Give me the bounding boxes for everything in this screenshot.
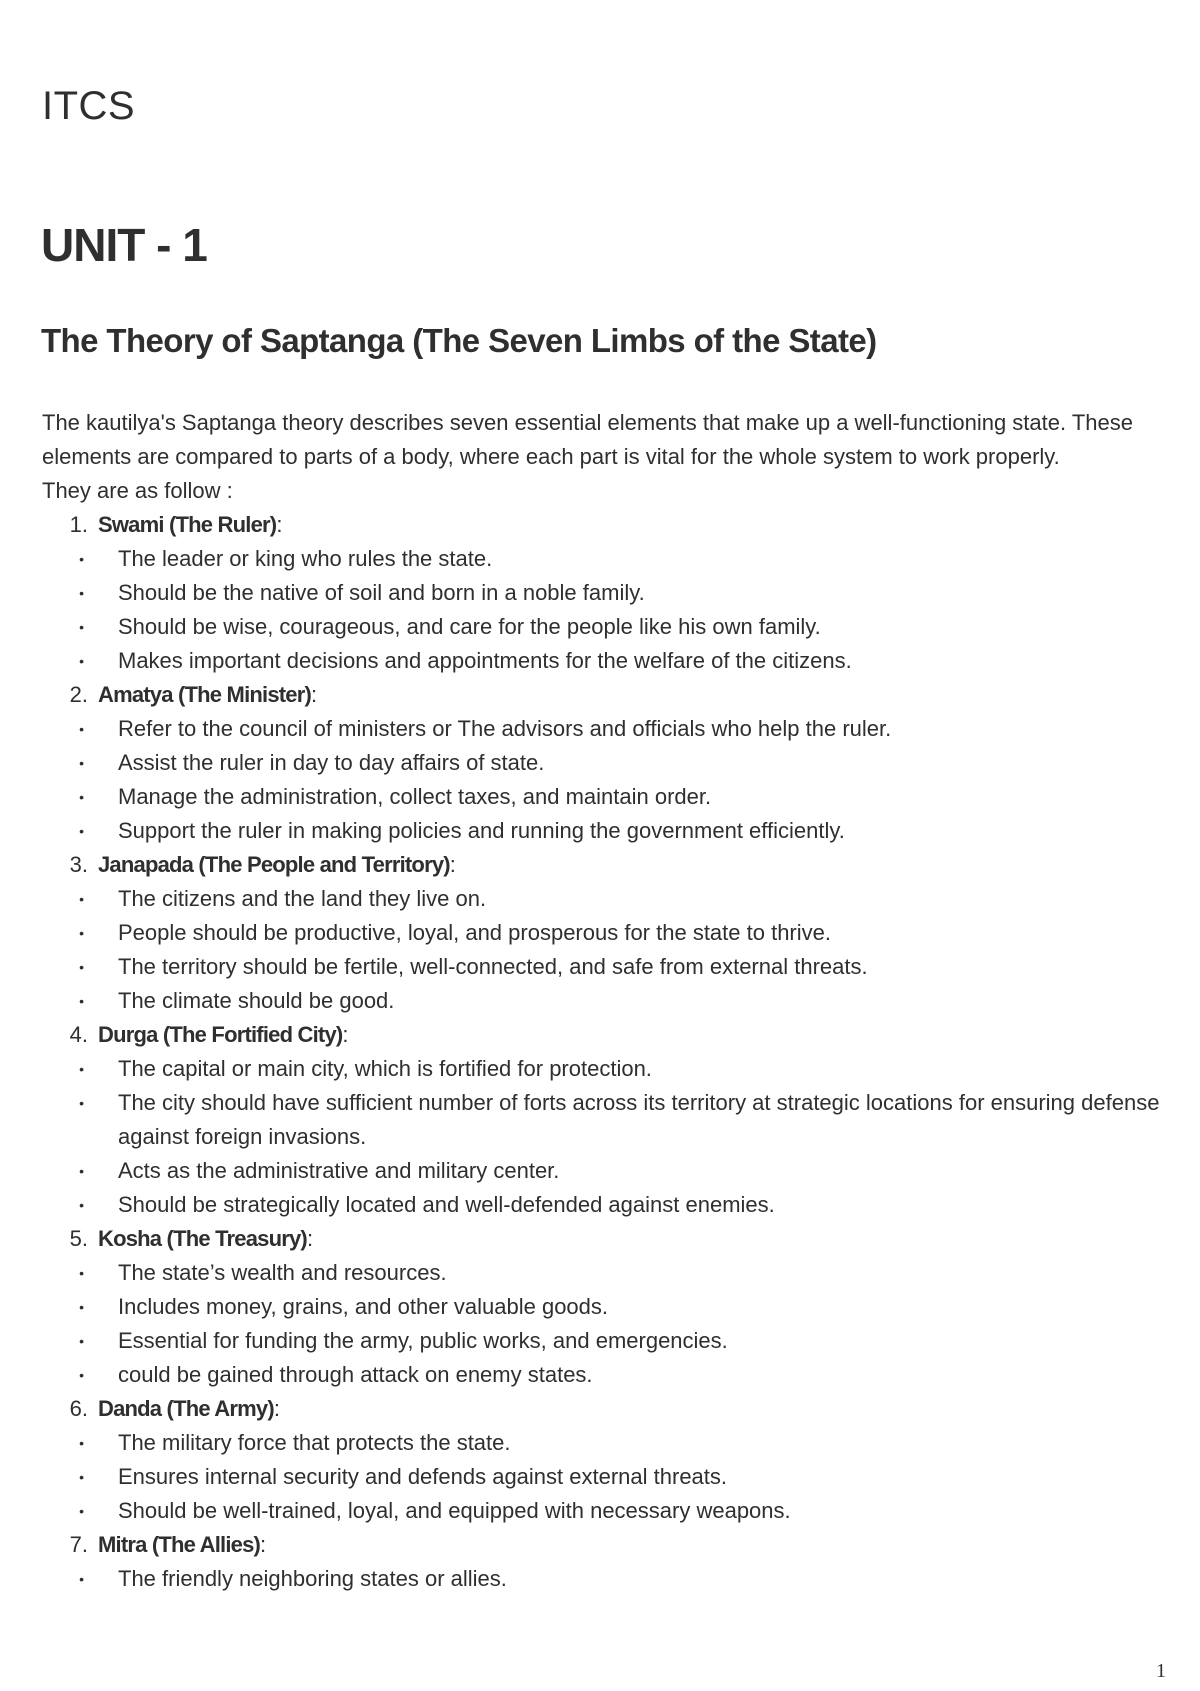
bullet-point [42,916,1172,950]
bullet-text: The citizens and the land they live on. [118,886,487,911]
bullet-point [42,1188,1172,1222]
bullet-text: Should be well-trained, loyal, and equipped with necessary weapons. [118,1498,791,1523]
bullet-text: The friendly neighboring states or allies. [118,1566,507,1591]
bullet-text: Makes important decisions and appointments for the welfare of the citizens. [118,648,852,673]
lead-in-text: They are as follow : [42,478,233,503]
limb-title-colon: : [260,1532,267,1557]
bullet-text: Assist the ruler in day to day affairs of state. [118,750,545,775]
bullet-dot-icon: • [79,1095,84,1111]
bullet-point [42,1086,1172,1154]
document-title: ITCS [42,84,136,128]
bullet-text: The climate should be good. [118,988,395,1013]
bullet-text: The state’s wealth and resources. [118,1260,447,1285]
limb-item [42,1018,1172,1222]
bullet-dot-icon: • [79,1333,84,1349]
bullet-point [42,1154,1172,1188]
bullet-dot-icon: • [79,959,84,975]
bullet-text: The territory should be fertile, well-connected, and safe from external threats. [118,954,868,979]
bullet-dot-icon: • [79,1571,84,1587]
limb-title-text: Durga (The Fortified City) [98,1022,343,1047]
bullet-point [42,1494,1172,1528]
bullet-dot-icon: • [79,619,84,635]
bullet-text: Should be strategically located and well-defended against enemies. [118,1192,775,1217]
limb-title [98,1018,349,1052]
bullet-point [42,746,1172,780]
limb-item [42,508,1172,678]
bullet-point [42,814,1172,848]
bullet-dot-icon: • [79,755,84,771]
bullet-text: People should be productive, loyal, and prosperous for the state to thrive. [118,920,831,945]
limb-points [42,712,1172,848]
limb-number: 1. [69,512,88,537]
bullet-point [42,882,1172,916]
bullet-dot-icon: • [79,585,84,601]
limb-heading [42,1018,1172,1052]
limb-heading [42,1222,1172,1256]
bullet-text: Refer to the council of ministers or The advisors and officials who help the ruler. [118,716,892,741]
bullet-text: Manage the administration, collect taxes, and maintain order. [118,784,712,809]
limb-title [98,1392,280,1426]
limb-heading [42,678,1172,712]
limb-title [98,678,317,712]
bullet-point [42,1290,1172,1324]
bullet-point [42,780,1172,814]
bullet-dot-icon: • [79,721,84,737]
bullet-point [42,576,1172,610]
bullet-dot-icon: • [79,1265,84,1281]
limb-title-colon: : [273,1396,280,1421]
bullet-text: The leader or king who rules the state. [118,546,493,571]
bullet-dot-icon: • [79,1469,84,1485]
bullet-dot-icon: • [79,993,84,1009]
bullet-dot-icon: • [79,653,84,669]
bullet-dot-icon: • [79,1503,84,1519]
limb-item [42,1392,1172,1528]
bullet-dot-icon: • [79,891,84,907]
bullet-point [42,1358,1172,1392]
limb-title-colon: : [342,1022,349,1047]
bullet-dot-icon: • [79,1197,84,1213]
limb-number: 6. [69,1396,88,1421]
limb-heading [42,1392,1172,1426]
bullet-dot-icon: • [79,1299,84,1315]
limb-title [98,508,282,542]
limb-heading [42,1528,1172,1562]
limb-title-text: Amatya (The Minister) [98,682,312,707]
limb-title [98,1528,266,1562]
bullet-text: Should be wise, courageous, and care for the people like his own family. [118,614,821,639]
limb-number: 2. [69,682,88,707]
bullet-dot-icon: • [79,1163,84,1179]
limb-title [98,1222,313,1256]
limb-title-text: Danda (The Army) [98,1396,274,1421]
limb-item [42,1222,1172,1392]
limb-title [98,848,456,882]
bullet-text: The military force that protects the state. [118,1430,511,1455]
bullet-point [42,1426,1172,1460]
bullet-point [42,1460,1172,1494]
limb-title-colon: : [449,852,456,877]
limb-title-text: Kosha (The Treasury) [98,1226,307,1251]
limb-points [42,542,1172,678]
limbs-list [42,508,1172,1596]
bullet-text: Acts as the administrative and military center. [118,1158,560,1183]
bullet-dot-icon: • [79,789,84,805]
limb-title-colon: : [276,512,283,537]
bullet-text: The city should have sufficient number of forts across its territory at strategic locations for ensuring defense against foreign invasions. [118,1090,1160,1149]
unit-heading: UNIT - 1 [41,219,207,271]
bullet-dot-icon: • [79,823,84,839]
bullet-point [42,1052,1172,1086]
limb-points [42,1052,1172,1222]
bullet-point [42,1324,1172,1358]
bullet-text: The capital or main city, which is fortified for protection. [118,1056,652,1081]
bullet-point [42,712,1172,746]
intro-paragraph: The kautilya's Saptanga theory describes seven essential elements that make up a well-functioning state. These elements are compared to parts of a body, where each part is vital for the whole system to work properly. [42,410,1133,469]
bullet-point [42,950,1172,984]
bullet-point [42,1562,1172,1596]
limb-item [42,1528,1172,1596]
bullet-text: Ensures internal security and defends against external threats. [118,1464,728,1489]
limb-points [42,1562,1172,1596]
bullet-dot-icon: • [79,1435,84,1451]
document-body [42,406,1172,1596]
limb-number: 4. [69,1022,88,1047]
bullet-point [42,1256,1172,1290]
bullet-text: Should be the native of soil and born in a noble family. [118,580,645,605]
bullet-text: Support the ruler in making policies and running the government efficiently. [118,818,845,843]
bullet-dot-icon: • [79,551,84,567]
limb-title-text: Mitra (The Allies) [98,1532,261,1557]
bullet-point [42,542,1172,576]
bullet-point [42,644,1172,678]
limb-title-colon: : [306,1226,314,1251]
page-number: 1 [1156,1660,1166,1682]
bullet-dot-icon: • [79,1061,84,1077]
bullet-point [42,984,1172,1018]
bullet-text: Essential for funding the army, public works, and emergencies. [118,1328,728,1353]
bullet-text: could be gained through attack on enemy states. [118,1362,593,1387]
limb-points [42,1426,1172,1528]
limb-item [42,678,1172,848]
limb-number: 3. [69,852,88,877]
limb-number: 7. [69,1532,88,1557]
limb-points [42,882,1172,1018]
limb-title-text: Swami (The Ruler) [98,512,277,537]
limb-title-text: Janapada (The People and Territory) [98,852,450,877]
bullet-dot-icon: • [79,1367,84,1383]
limb-title-colon: : [311,682,318,707]
section-heading: The Theory of Saptanga (The Seven Limbs of the State) [41,322,877,359]
limb-item [42,848,1172,1018]
bullet-text: Includes money, grains, and other valuable goods. [118,1294,609,1319]
limb-heading [42,508,1172,542]
limb-heading [42,848,1172,882]
limb-number: 5. [69,1226,88,1251]
bullet-point [42,610,1172,644]
bullet-dot-icon: • [79,925,84,941]
limb-points [42,1256,1172,1392]
